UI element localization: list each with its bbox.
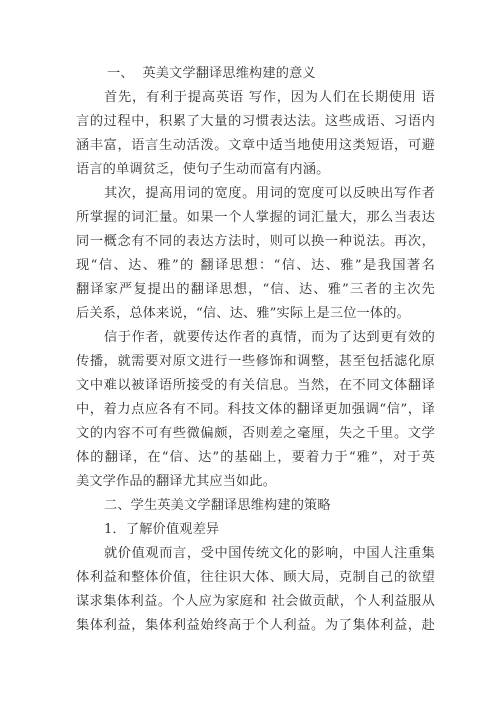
section-1-heading: 一、 英美文学翻译思维构建的意义 bbox=[107, 66, 316, 81]
paragraph-2-line: 其次，提高用词的宽度。用词的宽度可以反映出写作者 bbox=[104, 186, 435, 201]
paragraph-4-line: 谋求集体利益。个人应为家庭和 社会做贡献，个人利益服从 bbox=[76, 594, 435, 609]
paragraph-2-line: 现“信、达、雅”的 翻译思想：“信、达、雅”是我国著名 bbox=[76, 258, 435, 273]
paragraph-3-line: 文中难以被译语所接受的有关信息。当然，在不同文体翻译 bbox=[76, 378, 435, 393]
subsection-1-heading: 1．了解价值观差异 bbox=[104, 522, 220, 537]
paragraph-3-line: 美文学作品的翻译尤其应当如此。 bbox=[76, 474, 277, 489]
paragraph-1-line: 语言的单调贫乏，使句子生动而富有内涵。 bbox=[76, 162, 330, 177]
paragraph-4-line: 集体利益，集体利益始终高于个人利益。为了集体利益，赴 bbox=[76, 618, 435, 633]
paragraph-2-line: 同一概念有不同的表达方法时，则可以换一种说法。再次， bbox=[76, 234, 435, 249]
paragraph-4-line: 体利益和整体价值，往往识大体、顾大局，克制自己的欲望 bbox=[76, 570, 435, 585]
paragraph-1-line: 首先，有利于提高英语 写作，因为人们在长期使用 语 bbox=[104, 90, 435, 105]
paragraph-2-line: 后关系，总体来说，“信、达、雅”实际上是三位一体的。 bbox=[76, 306, 410, 321]
paragraph-2-line: 所掌握的词汇量。如果一个人掌握的词汇量大，那么当表达 bbox=[76, 210, 435, 225]
paragraph-3-line: 中，着力点应各有不同。科技文体的翻译更加强调“信”，译 bbox=[76, 402, 435, 417]
paragraph-3-line: 体的翻译，在“信、达”的基础上，要着力于“雅”，对于英 bbox=[76, 450, 435, 465]
section-2-heading: 二、学生英美文学翻译思维构建的策略 bbox=[104, 498, 331, 513]
paragraph-3-line: 信于作者，就要传达作者的真情，而为了达到更有效的 bbox=[104, 330, 435, 345]
paragraph-1-line: 言的过程中，积累了大量的习惯表达法。这些成语、习语内 bbox=[76, 114, 435, 129]
paragraph-4-line: 就价值观而言，受中国传统文化的影响，中国人注重集 bbox=[104, 546, 435, 561]
paragraph-2-line: 翻译家严复提出的翻译思想，“信、达、雅”三者的主次先 bbox=[76, 282, 435, 297]
paragraph-3-line: 传播，就需要对原文进行一些修饰和调整，甚至包括滤化原 bbox=[76, 354, 435, 369]
paragraph-1-line: 涵丰富，语言生动活泼。文章中适当地使用这类短语，可避 bbox=[76, 138, 435, 153]
paragraph-3-line: 文的内容不可有些微偏颇，否则差之毫厘，失之千里。文学 bbox=[76, 426, 435, 441]
